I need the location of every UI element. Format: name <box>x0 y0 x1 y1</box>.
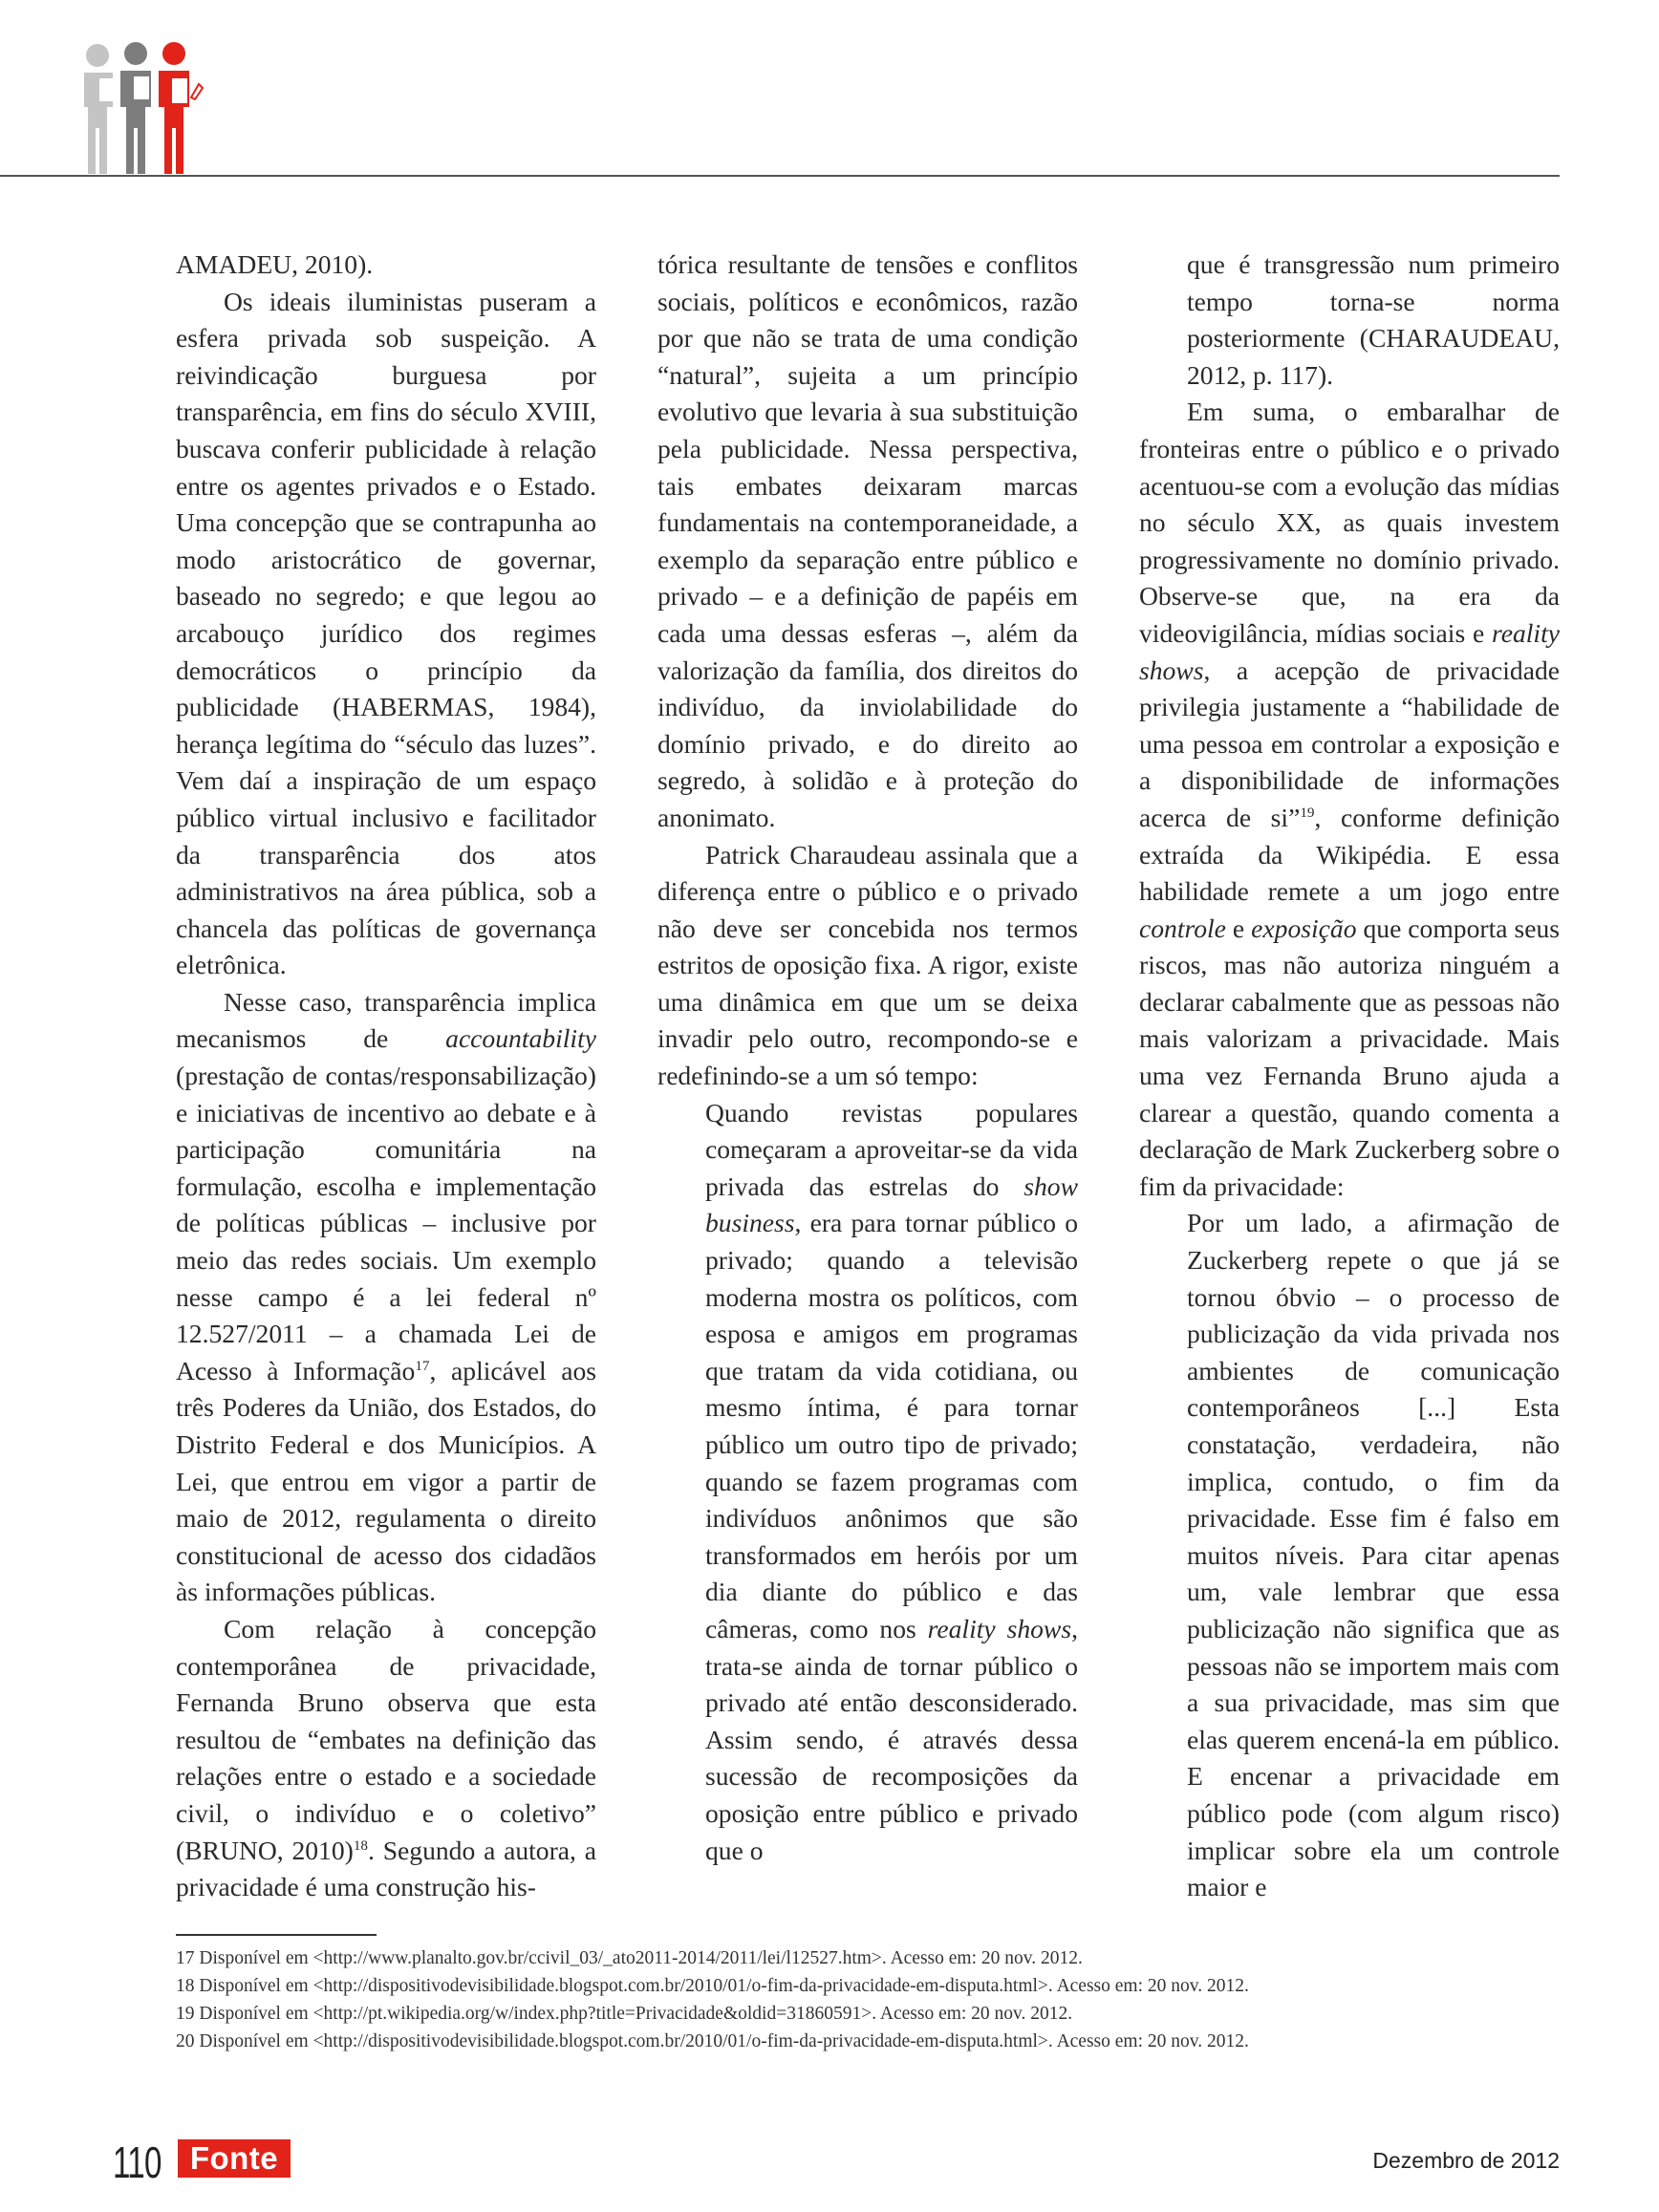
brand-logo-text: Fonte <box>189 2140 279 2176</box>
issue-date: Dezembro de 2012 <box>1372 2148 1560 2173</box>
block-quote: Quando revistas populares começaram a aproveitar-se da vida privada das estrelas do show business, era para tornar público o privado; quando a televisão moderna mostra os políticos, com esposa e amigos em programas que tratam da vida cotidiana, ou mesmo íntima, é para tornar público um outro tipo de privado; quando se fazem programas com indivíduos anônimos que são transformados em heróis por um dia diante do público e das câmeras, como nos reality shows, trata-se ainda de tornar público o privado até então desconsiderado. Assim sendo, é através dessa sucessão de recomposições da oposição entre público e privado que o <box>705 1097 1078 1865</box>
header-rule <box>0 175 1560 177</box>
text-column-2 <box>657 247 1078 1869</box>
footnote: 17 Disponível em <http://www.planalto.gov.br/ccivil_03/_ato2011-2014/2011/lei/l12527.htm>. Acesso em: 20 nov. 2012. <box>176 1948 1083 1968</box>
brand-logo <box>178 2139 291 2178</box>
paragraph: tórica resultante de tensões e conflitos sociais, políticos e econômicos, razão por que não se trata de uma condição “natural”, sujeita a um princípio evolutivo que levaria à sua substituição pela publicidade. Nessa perspectiva, tais embates deixaram marcas fundamentais na contemporaneidade, a exemplo da separação entre público e privado – e a definição de papéis em cada uma dessas esferas –, além da valorização da família, dos direitos do indivíduo, da inviolabilidade do domínio privado, e do direito ao segredo, à solidão e à proteção do anonimato. <box>657 249 1078 832</box>
three-people-icon <box>76 40 220 183</box>
paragraph: Os ideais iluministas puseram a esfera privada sob suspeição. A reivindicação burguesa por transparência, em fins do século XVIII, buscava conferir publicidade à relação entre os agentes privados e o Estado. Uma concepção que se contrapunha ao modo aristocrático de governar, baseado no segredo; e que legou ao arcabouço jurídico dos regimes democráticos o princípio da publicidade (HABERMAS, 1984), herança legítima do “século das luzes”. Vem daí a inspiração de um espaço público virtual inclusivo e facilitador da transparência dos atos administrativos na área pública, sob a chancela das políticas de governança eletrônica. <box>176 286 596 980</box>
page-number: 110 <box>113 2137 162 2187</box>
emphasis-text: exposição <box>1251 913 1357 943</box>
emphasis-text: reality shows <box>927 1613 1072 1643</box>
footnote-ref: 19 <box>1300 804 1315 821</box>
footnote: 18 Disponível em <http://dispositivodevisibilidade.blogspot.com.br/2010/01/o-fim-da-privacidade-em-disputa.html>. Acesso em: 20 nov. 2012. <box>176 1976 1249 1996</box>
text-column-3 <box>1139 247 1560 1906</box>
paragraph: AMADEU, 2010). <box>176 249 374 279</box>
paragraph: Em suma, o embaralhar de fronteiras entre o público e o privado acentuou-se com a evolução das mídias no século XX, as quais investem progressivamente no domínio privado. Observe-se que, na era da videovigilância, mídias sociais e reality shows, a acepção de privacidade privilegia justamente a “habilidade de uma pessoa em controlar a exposição e a disponibilidade de informações acerca de si”$^{19}$, conforme definição extraída da Wikipédia. E essa habilidade remete a um jogo entre controle e exposição que comporta seus riscos, mas não autoriza ninguém a declarar cabalmente que as pessoas não mais valorizam a privacidade. Mais uma vez Fernanda Bruno ajuda a clarear a questão, quando comenta a declaração de Mark Zuckerberg sobre o fim da privacidade: <box>1139 397 1561 1201</box>
emphasis-text: controle <box>1139 913 1226 943</box>
emphasis-text: accountability <box>445 1023 596 1054</box>
footnotes <box>176 1944 1552 2055</box>
paragraph: Nesse caso, transparência implica mecanismos de accountability (prestação de contas/responsabilização) e iniciativas de incentivo ao debate e à participação comunitária na formulação, escolha e implementação de políticas públicas – inclusive por meio das redes sociais. Um exemplo nesse campo é a lei federal nº 12.527/2011 – a chamada Lei de Acesso à Informação$^{17}$, aplicável aos três Poderes da União, dos Estados, do Distrito Federal e dos Municípios. A Lei, que entrou em vigor a partir de maio de 2012, regulamenta o direito constitucional de acesso dos cidadãos às informações públicas. <box>176 986 597 1607</box>
footnote: 19 Disponível em <http://pt.wikipedia.org/w/index.php?title=Privacidade&oldid=31860591>. Acesso em: 20 nov. 2012. <box>176 2004 1073 2024</box>
footnote-rule <box>176 1934 377 1936</box>
footnote-ref: 17 <box>415 1357 430 1374</box>
paragraph: Patrick Charaudeau assinala que a diferença entre o público e o privado não deve ser concebida nos termos estritos de oposição fixa. A rigor, existe uma dinâmica em que um se deixa invadir pelo outro, recompondo-se e redefinindo-se a um só tempo: <box>657 839 1078 1091</box>
paragraph: Com relação à concepção contemporânea de privacidade, Fernanda Bruno observa que esta resultou de “embates na definição das relações entre o estado e a sociedade civil, o indivíduo e o coletivo” (BRUNO, 2010)$^{18}$. Segundo a autora, a privacidade é uma construção his- <box>176 1613 596 1902</box>
emphasis-text: reality shows <box>1139 617 1560 685</box>
block-quote-end: que é transgressão num primeiro tempo torna-se norma posteriormente (CHARAUDEAU, 2012, p. 117). <box>1187 249 1560 390</box>
block-quote: Por um lado, a afirmação de Zuckerberg repete o que já se tornou óbvio – o processo de publicização da vida privada nos ambientes de comunicação contemporâneos [...] Esta constatação, verdadeira, não implica, contudo, o fim da privacidade. Esse fim é falso em muitos níveis. Para citar apenas um, vale lembrar que essa publicização não significa que as pessoas não se importem mais com a sua privacidade, mas sim que elas querem encená-la em público. E encenar a privacidade em público pode (com algum risco) implicar sobre ela um controle maior e <box>1187 1208 1560 1902</box>
text-column-1 <box>176 247 596 1906</box>
footnote-ref: 18 <box>353 1836 369 1854</box>
footnote: 20 Disponível em <http://dispositivodevisibilidade.blogspot.com.br/2010/01/o-fim-da-privacidade-em-disputa.html>. Acesso em: 20 nov. 2012. <box>176 2031 1249 2051</box>
emphasis-text: show business <box>705 1170 1078 1238</box>
